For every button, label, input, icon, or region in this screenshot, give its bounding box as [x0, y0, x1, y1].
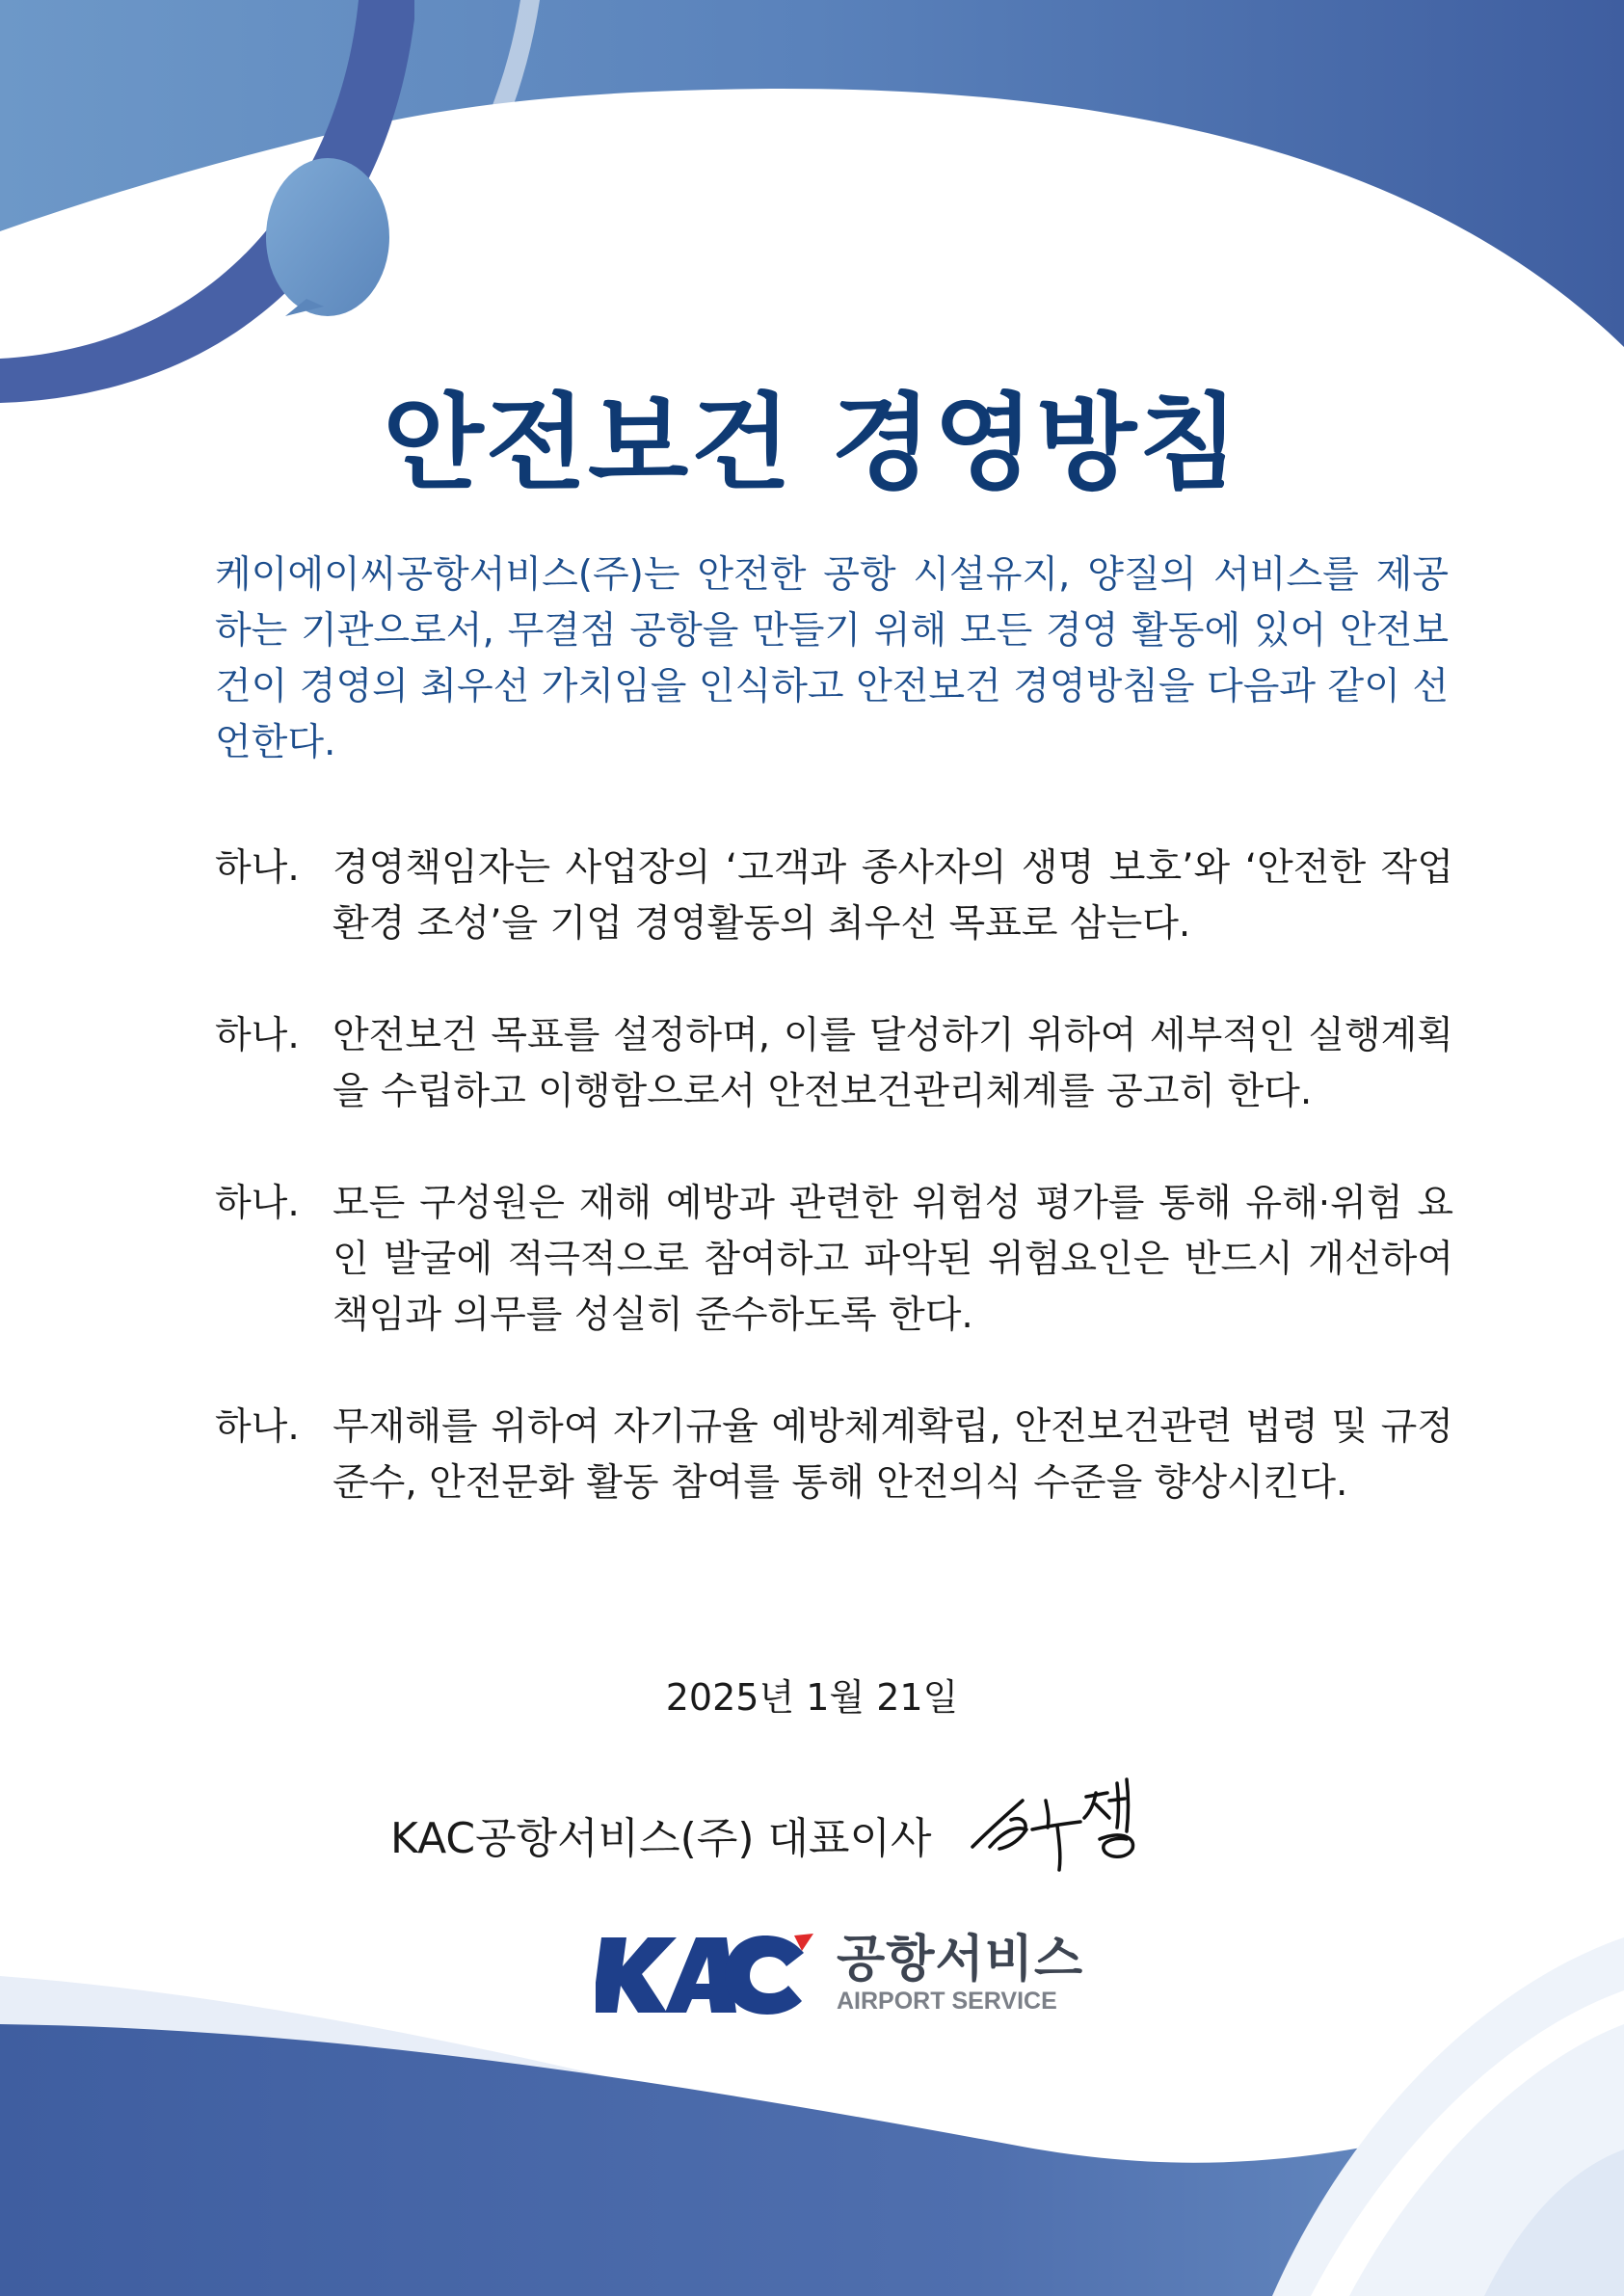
handwritten-signature: [965, 1772, 1158, 1878]
logo-name-english: AIRPORT SERVICE: [837, 1988, 1057, 2015]
logo-wordmark: [837, 1933, 1083, 2016]
document-date: 2025년 1월 21일: [665, 1676, 959, 1719]
company-logo: [596, 1926, 1083, 2022]
policy-item-text: 안전보건 목표를 설정하며, 이를 달성하기 위하여 세부적인 실행계획을 수립하고 이행함으로서 안전보건관리체계를 공고히 한다.: [333, 1014, 1453, 1113]
list-marker: 하나.: [215, 1405, 300, 1449]
intro-paragraph: 케이에이씨공항서비스(주)는 안전한 공항 시설유지, 양질의 서비스를 제공하는 기관으로서, 무결점 공항을 만들기 위해 모든 경영 활동에 있어 안전보건이 경영의 최우선 가치임을 인식하고 안전보건 경영방침을 다음과 같이 선언한다.: [215, 553, 1449, 764]
kac-logo-mark: [596, 1928, 815, 2020]
list-marker: 하나.: [215, 1182, 300, 1225]
signatory-label: KAC공항서비스(주) 대표이사: [390, 1814, 932, 1863]
policy-item: [215, 841, 1453, 952]
policy-item: [215, 1176, 1453, 1344]
signature-line: [390, 1801, 1158, 1868]
policy-item: [215, 1400, 1453, 1511]
policy-item-text: 경영책임자는 사업장의 ‘고객과 종사자의 생명 보호’와 ‘안전한 작업환경 조성’을 기업 경영활동의 최우선 목표로 삼는다.: [333, 846, 1453, 946]
list-marker: 하나.: [215, 1014, 300, 1057]
policy-item-text: 무재해를 위하여 자기규율 예방체계확립, 안전보건관련 법령 및 규정 준수, 안전문화 활동 참여를 통해 안전의식 수준을 향상시킨다.: [333, 1405, 1453, 1505]
list-marker: 하나.: [215, 846, 300, 890]
policy-list: [215, 841, 1453, 1567]
page-title: 안전보건 경영방침: [383, 384, 1241, 505]
policy-item: [215, 1008, 1453, 1120]
logo-name-korean: 공항서비스: [837, 1931, 1084, 1989]
policy-item-text: 모든 구성원은 재해 예방과 관련한 위험성 평가를 통해 유해·위험 요인 발굴에 적극적으로 참여하고 파악된 위험요인은 반드시 개선하여 책임과 의무를 성실히 준수하도록 한다.: [333, 1182, 1453, 1337]
